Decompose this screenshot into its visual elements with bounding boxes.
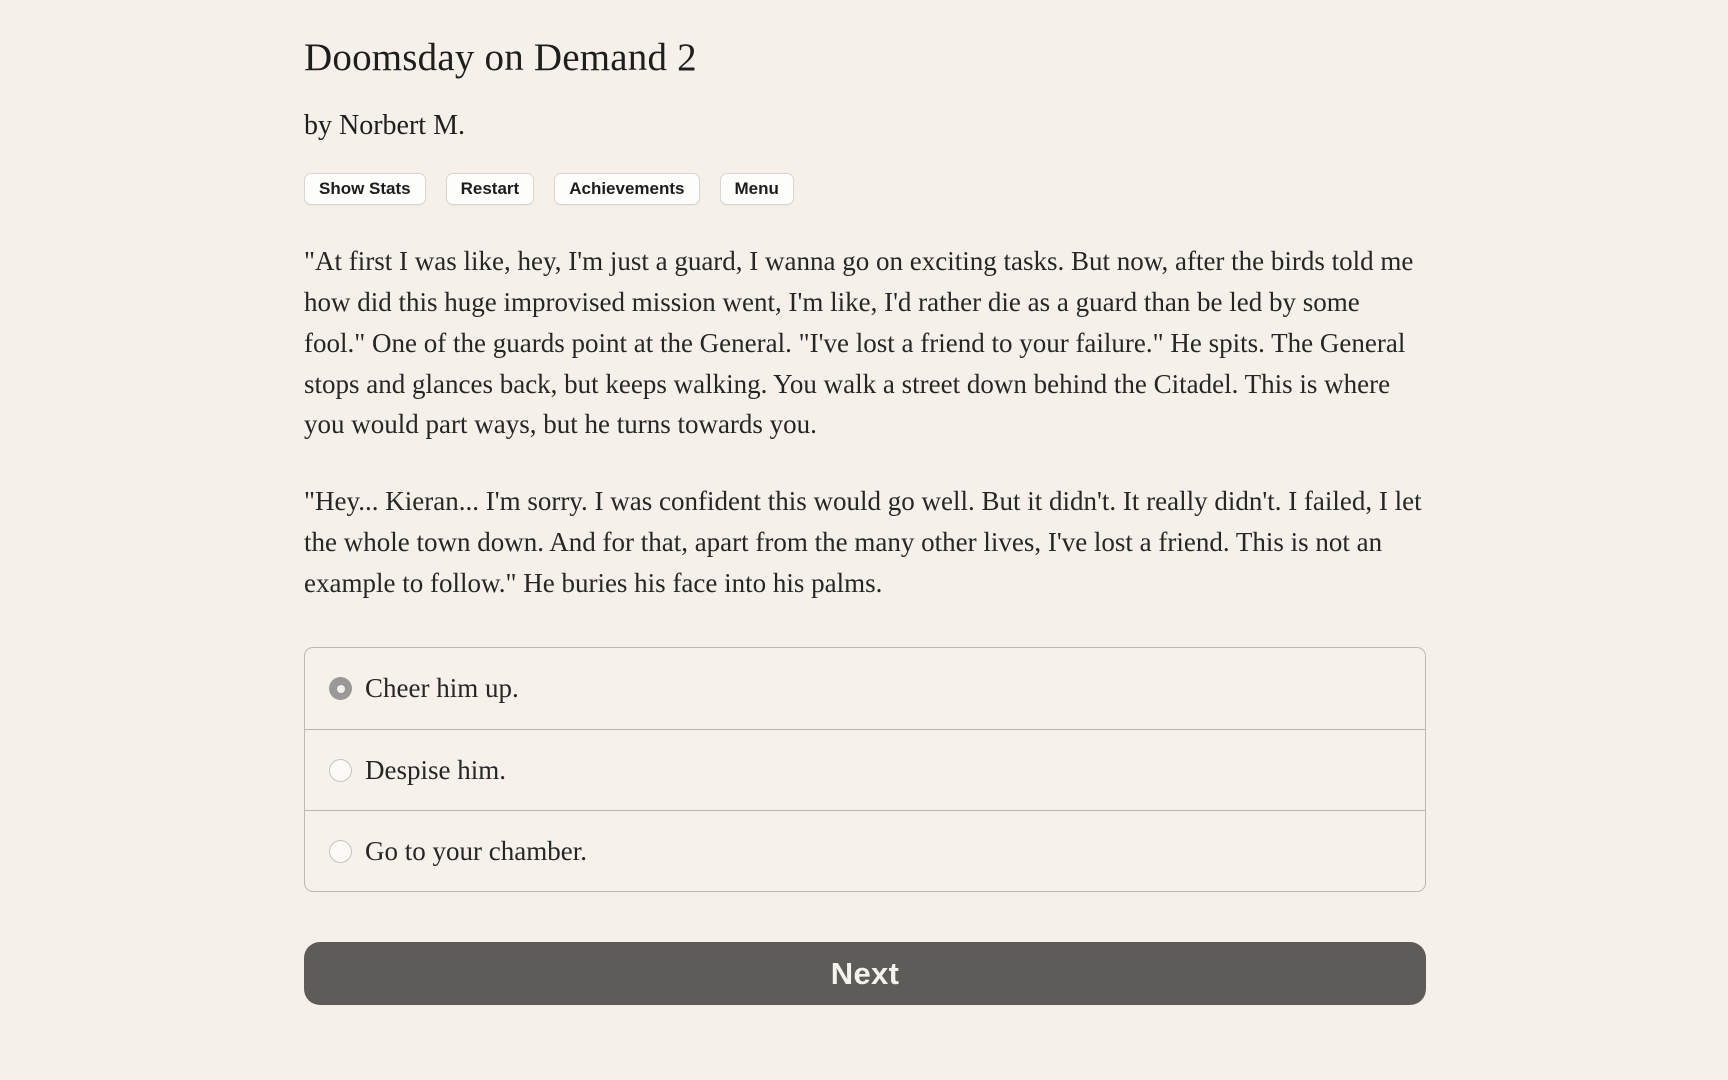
story-paragraph: "Hey... Kieran... I'm sorry. I was confident this would go well. But it didn't. It really didn't. I failed, I let the whole town down. And for that, apart from the many other lives, I've lost a friend. This is not an example to follow." He buries his face into his palms. [304,486,1422,598]
radio-selected-icon[interactable] [329,677,352,700]
choice-label: Despise him. [365,754,506,785]
restart-button[interactable]: Restart [446,173,535,205]
radio-unselected-icon[interactable] [329,759,352,782]
choice-option-go-to-your-chamber[interactable] [305,810,1425,891]
story-paragraph: "At first I was like, hey, I'm just a guard, I wanna go on exciting tasks. But now, after the birds told me how did this huge improvised mission went, I'm like, I'd rather die as a guard than be led by some fool." One of the guards point at the General. "I've lost a friend to your failure." He spits. The General stops and glances back, but keeps walking. You walk a street down behind the Citadel. This is where you would part ways, but he turns towards you. [304,246,1414,440]
choice-label: Cheer him up. [365,673,519,704]
page-title: Doomsday on Demand 2 [304,36,697,79]
story-text [304,241,1426,603]
choice-label: Go to your chamber. [365,835,587,866]
menu-button[interactable]: Menu [720,173,794,205]
choice-option-despise-him[interactable] [305,729,1425,810]
next-button[interactable]: Next [304,942,1426,1005]
choice-group [304,647,1426,892]
author-byline: by Norbert M. [304,109,465,141]
radio-unselected-icon[interactable] [329,840,352,863]
toolbar [304,173,1426,205]
achievements-button[interactable]: Achievements [554,173,699,205]
game-page [304,36,1426,1005]
choice-option-cheer-him-up[interactable] [305,648,1425,729]
show-stats-button[interactable]: Show Stats [304,173,426,205]
